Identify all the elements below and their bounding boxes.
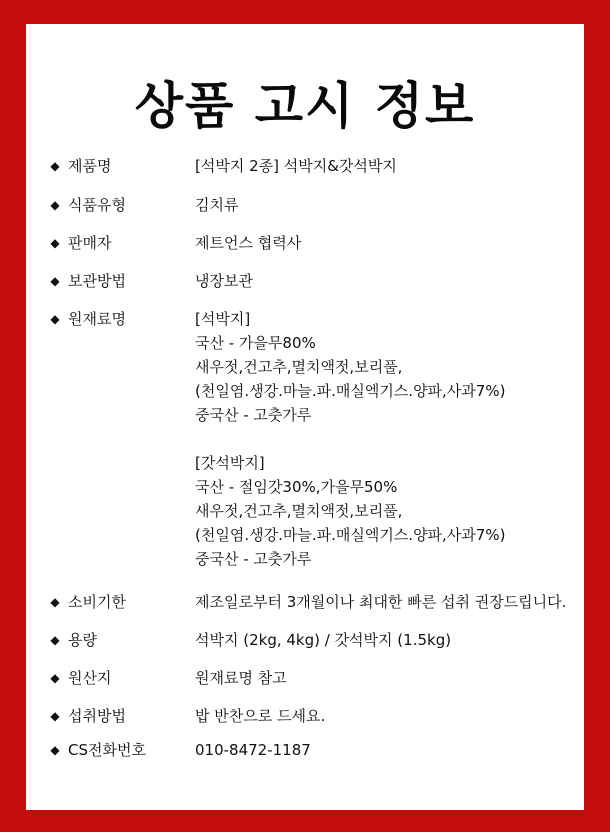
diamond-bullet-icon: ◆	[50, 312, 60, 326]
row-label: 식품유형	[68, 196, 126, 214]
diamond-bullet-icon: ◆	[50, 595, 60, 609]
row-label: 원재료명	[68, 310, 126, 328]
row-value: 냉장보관	[195, 272, 253, 290]
diamond-bullet-icon: ◆	[50, 198, 60, 212]
ingredient-line: [갓석박지]	[195, 454, 265, 472]
ingredient-line: 중국산 - 고춧가루	[195, 406, 312, 424]
ingredient-line: 국산 - 가을무80%	[195, 334, 316, 352]
ingredient-line: 국산 - 절임갓30%,가을무50%	[195, 478, 398, 496]
row-label: 소비기한	[68, 593, 126, 611]
row-value: 제조일로부터 3개월이나 최대한 빠른 섭취 권장드립니다.	[195, 593, 567, 611]
diamond-bullet-icon: ◆	[50, 159, 60, 173]
diamond-bullet-icon: ◆	[50, 236, 60, 250]
row-value: 원재료명 참고	[195, 669, 287, 687]
row-label: 제품명	[68, 157, 112, 175]
cs-phone-number: 010-8472-1187	[195, 741, 311, 759]
diamond-bullet-icon: ◆	[50, 671, 60, 685]
ingredient-line: 중국산 - 고춧가루	[195, 550, 312, 568]
row-label: 보관방법	[68, 272, 126, 290]
ingredient-line: (천일염.생강.마늘.파.매실엑기스.양파,사과7%)	[195, 526, 506, 544]
diamond-bullet-icon: ◆	[50, 709, 60, 723]
page-title: 상품 고시 정보	[134, 77, 476, 135]
ingredient-line: 새우젓,건고추,멸치액젓,보리풀,	[195, 358, 403, 376]
spacer	[195, 427, 505, 451]
diamond-bullet-icon: ◆	[50, 633, 60, 647]
ingredient-line: [석박지]	[195, 310, 251, 328]
ingredient-line: (천일염.생강.마늘.파.매실엑기스.양파,사과7%)	[195, 382, 506, 400]
diamond-bullet-icon: ◆	[50, 743, 60, 757]
row-label: 용량	[68, 631, 97, 649]
row-value: 김치류	[195, 196, 239, 214]
row-value: 석박지 (2kg, 4kg) / 갓석박지 (1.5kg)	[195, 631, 452, 649]
ingredient-line: 새우젓,건고추,멸치액젓,보리풀,	[195, 502, 403, 520]
row-value: [석박지 2종] 석박지&갓석박지	[195, 157, 397, 175]
diamond-bullet-icon: ◆	[50, 274, 60, 288]
row-label: 원산지	[68, 669, 112, 687]
row-label: CS전화번호	[68, 741, 146, 759]
ingredients-list	[195, 307, 505, 571]
row-label: 판매자	[68, 234, 112, 252]
row-label: 섭취방법	[68, 707, 126, 725]
row-value: 제트언스 협력사	[195, 234, 302, 252]
row-value: 밥 반찬으로 드세요.	[195, 707, 326, 725]
info-card	[26, 24, 584, 810]
